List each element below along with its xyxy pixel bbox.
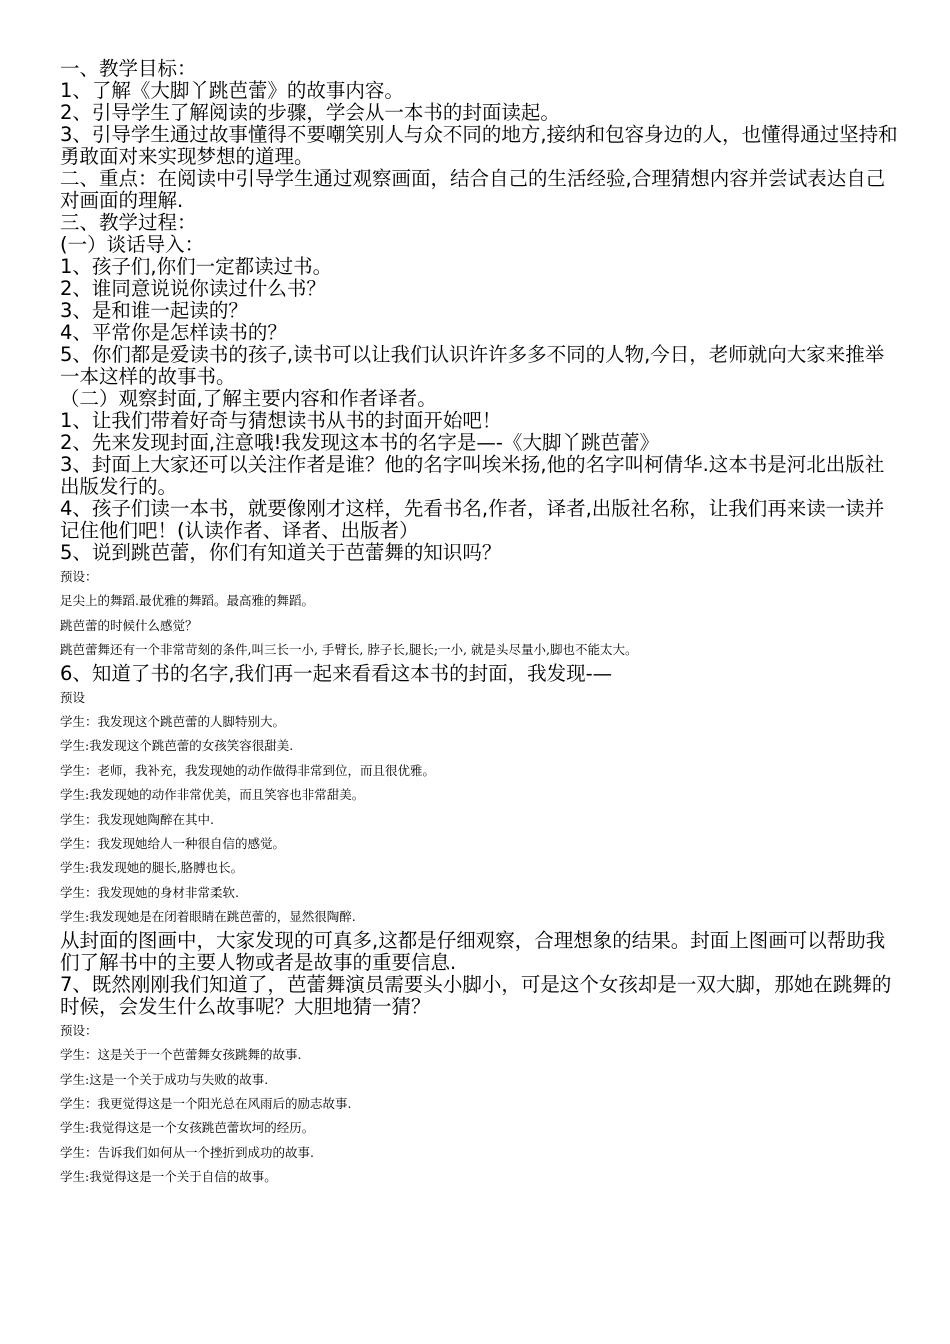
cover-item: 3、封面上大家还可以关注作者是谁？他的名字叫埃米扬,他的名字叫柯倩华.这本书是河北出版社出版发行的。 bbox=[60, 453, 885, 498]
subsection-heading-intro: (一）谈话导入： bbox=[60, 233, 205, 256]
objective-item: 1、了解《大脚丫跳芭蕾》的故事内容。 bbox=[60, 79, 404, 102]
student-answer: 学生：我发现她陶醉在其中. bbox=[60, 811, 214, 827]
cover-item: 5、说到跳芭蕾，你们有知道关于芭蕾舞的知识吗？ bbox=[60, 541, 502, 564]
cover-item: 7、既然刚刚我们知道了，芭蕾舞演员需要头小脚小，可是这个女孩却是一双大脚，那她在跳舞的时候，会发生什么故事呢？大胆地猜一猜？ bbox=[60, 972, 892, 1018]
section-key-points: 二、重点：在阅读中引导学生通过观察画面，结合自己的生活经验,合理猜想内容并尝试表达自己对画面的理解. bbox=[60, 167, 886, 212]
student-answer: 学生：我发现她给人一种很自信的感觉。 bbox=[60, 836, 286, 852]
preset-label: 预设： bbox=[60, 1022, 98, 1038]
intro-item: 2、谁同意说说你读过什么书？ bbox=[60, 277, 326, 300]
student-answer: 学生:这是一个关于成功与失败的故事. bbox=[60, 1071, 269, 1087]
objective-item: 3、引导学生通过故事懂得不要嘲笑别人与众不同的地方,接纳和包容身边的人，也懂得通过坚持和勇敢面对来实现梦想的道理。 bbox=[60, 123, 898, 168]
student-answer: 学生：我发现这个跳芭蕾的人脚特别大。 bbox=[60, 714, 286, 730]
preset-line: 跳芭蕾舞还有一个非常苛刻的条件,叫三长一小, 手臂长, 脖子长,腿长;一小, 就是头尽量小,脚也不能太大。 bbox=[60, 642, 638, 658]
cover-item: 6、知道了书的名字,我们再一起来看看这本书的封面，我发现-— bbox=[60, 661, 613, 685]
intro-item: 1、孩子们,你们一定都读过书。 bbox=[60, 255, 333, 278]
preset-line: 跳芭蕾的时候什么感觉？ bbox=[60, 617, 198, 633]
section-heading-objectives: 一、教学目标： bbox=[60, 57, 197, 80]
student-answer: 学生：老师，我补充，我发现她的动作做得非常到位，而且很优雅。 bbox=[60, 762, 436, 778]
intro-item: 5、你们都是爱读书的孩子,读书可以让我们认识许许多多不同的人物,今日，老师就向大家来推举一本这样的故事书。 bbox=[60, 343, 885, 388]
preset-block bbox=[60, 1019, 898, 1190]
student-answer: 学生：我更觉得这是一个阳光总在风雨后的励志故事. bbox=[60, 1095, 352, 1111]
intro-item: 3、是和谁一起读的？ bbox=[60, 299, 248, 322]
student-answer: 学生:我发现她的动作非常优美，而且笑容也非常甜美。 bbox=[60, 787, 365, 803]
student-answer: 学生：这是关于一个芭蕾舞女孩跳舞的故事. bbox=[60, 1047, 302, 1063]
student-answer: 学生:我觉得这是一个女孩跳芭蕾坎坷的经历。 bbox=[60, 1120, 315, 1136]
preset-block bbox=[60, 565, 898, 663]
student-answer: 学生:我觉得这是一个关于自信的故事。 bbox=[60, 1169, 277, 1185]
cover-item: 1、让我们带着好奇与猜想读书从书的封面开始吧！ bbox=[60, 409, 502, 432]
section-heading-process: 三、教学过程： bbox=[60, 211, 197, 234]
cover-item: 4、孩子们读一本书，就要像刚才这样，先看书名,作者，译者,出版社名称，让我们再来读一读并记住他们吧！(认读作者、译者、出版者） bbox=[60, 497, 885, 542]
student-answer: 学生:我发现她是在闭着眼睛在跳芭蕾的，显然很陶醉. bbox=[60, 909, 356, 925]
student-answer: 学生：告诉我们如何从一个挫折到成功的故事. bbox=[60, 1144, 314, 1160]
intro-item: 4、平常你是怎样读书的？ bbox=[60, 321, 287, 344]
student-answer: 学生:我发现这个跳芭蕾的女孩笑容很甜美. bbox=[60, 738, 294, 754]
preset-line: 足尖上的舞蹈.最优雅的舞蹈。最高雅的舞蹈。 bbox=[60, 593, 314, 609]
cover-item: 2、先来发现封面,注意哦!我发现这本书的名字是—-《大脚丫跳芭蕾》 bbox=[60, 431, 659, 454]
student-answer: 学生:我发现她的腿长,胳膊也长。 bbox=[60, 860, 244, 876]
preset-block bbox=[60, 686, 898, 930]
summary-paragraph: 从封面的图画中，大家发现的可真多,这都是仔细观察，合理想象的结果。封面上图画可以帮助我们了解书中的主要人物或者是故事的重要信息. bbox=[60, 928, 886, 974]
preset-label: 预设： bbox=[60, 569, 98, 584]
student-answer: 学生：我发现她的身材非常柔软. bbox=[60, 884, 239, 900]
subsection-heading-cover: （二）观察封面,了解主要内容和作者译者。 bbox=[60, 387, 437, 410]
preset-label: 预设 bbox=[60, 689, 86, 705]
objective-item: 2、引导学生了解阅读的步骤，学会从一本书的封面读起。 bbox=[60, 101, 560, 124]
